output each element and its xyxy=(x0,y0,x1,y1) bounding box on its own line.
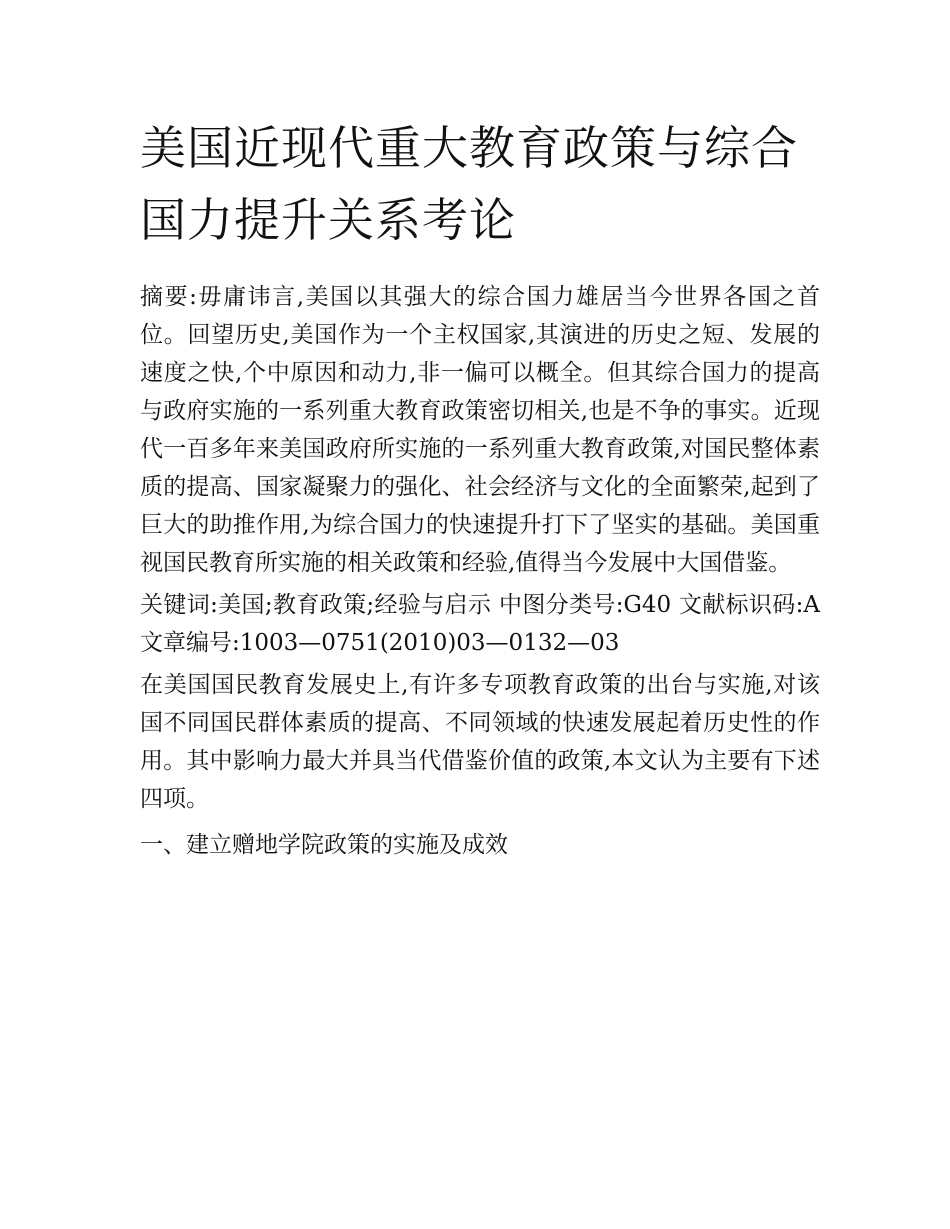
keywords-paragraph: 关键词:美国;教育政策;经验与启示 中图分类号:G40 文献标识码:A 文章编号:1003—0751(2010)03—0132—03 xyxy=(140,592,820,656)
body-paragraph: 在美国国民教育发展史上,有许多专项教育政策的出台与实施,对该国不同国民群体素质的提高、不同领域的快速发展起着历史性的作用。其中影响力最大并具当代借鉴价值的政策,本文认为主要有下述四项。 xyxy=(140,672,820,812)
document-title: 美国近现代重大教育政策与综合国力提升关系考论 xyxy=(140,121,798,247)
abstract-paragraph: 摘要:毋庸讳言,美国以其强大的综合国力雄居当今世界各国之首位。回望历史,美国作为一个主权国家,其演进的历史之短、发展的速度之快,个中原因和动力,非一偏可以概全。但其综合国力的提高与政府实施的一系列重大教育政策密切相关,也是不争的事实。近现代一百多年来美国政府所实施的一系列重大教育政策,对国民整体素质的提高、国家凝聚力的强化、社会经济与文化的全面繁荣,起到了巨大的助推作用,为综合国力的快速提升打下了坚实的基础。美国重视国民教育所实施的相关政策和经验,值得当今发展中大国借鉴。 xyxy=(140,284,820,576)
document-page xyxy=(140,112,820,864)
section-heading: 一、建立赠地学院政策的实施及成效 xyxy=(140,832,508,858)
